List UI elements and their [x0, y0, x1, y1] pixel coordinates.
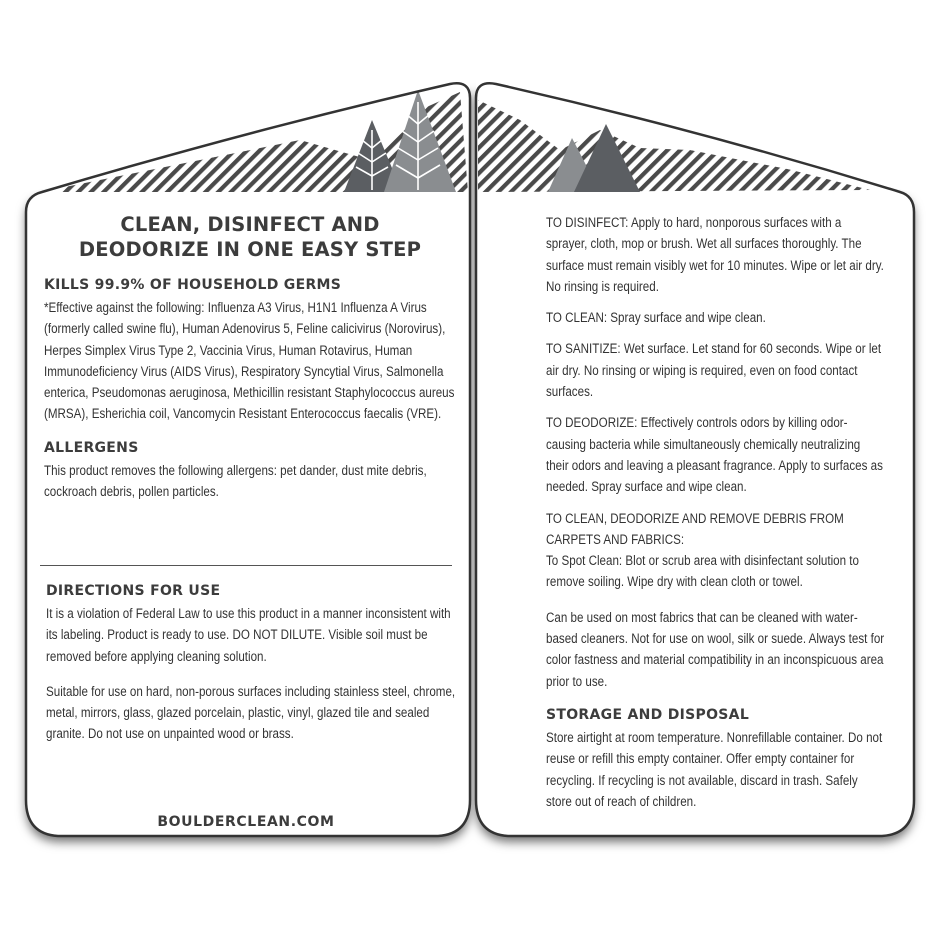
clean-text: TO CLEAN: Spray surface and wipe clean. [546, 310, 766, 326]
headline [44, 212, 456, 262]
section-divider [40, 565, 452, 566]
fabrics-text: Can be used on most fabrics that can be cleaned with water-based cleaners. Not for use on wool, silk or suede. Always test for color fastness and material compatibility in an inconspicuous area prior to use. [546, 609, 885, 689]
headline-line-2: DEODORIZE IN ONE EASY STEP [78, 238, 422, 261]
website-link[interactable]: BOULDERCLEAN.COM [157, 814, 335, 830]
storage-heading: STORAGE AND DISPOSAL [546, 706, 750, 723]
directions-text: It is a violation of Federal Law to use this product in a manner inconsistent with its labeling. Product is ready to use. DO NOT DILUTE. Visible soil must be removed before applying cleaning solution. [46, 606, 451, 664]
suitable-text: Suitable for use on hard, non-porous surfaces including stainless steel, chrome, metal, mirrors, glass, glazed porcelain, plastic, vinyl, glazed tile and sealed granite. Do not use on unpainted wood or brass. [46, 683, 456, 742]
allergens-heading: ALLERGENS [44, 439, 139, 456]
directions-heading: DIRECTIONS FOR USE [46, 583, 221, 599]
headline-line-1: CLEAN, DISINFECT AND [120, 213, 380, 236]
carpets-heading: TO CLEAN, DEODORIZE AND REMOVE DEBRIS FROM CARPETS AND FABRICS: [546, 510, 844, 547]
spot-clean-text: To Spot Clean: Blot or scrub area with disinfectant solution to remove soiling. Wipe dry with clean cloth or towel. [546, 553, 859, 590]
sanitize-text: TO SANITIZE: Wet surface. Let stand for 60 seconds. Wipe or let air dry. No rinsing or wiping is required, even on food contact surfaces. [546, 341, 882, 400]
left-panel [44, 212, 456, 502]
allergens-text: This product removes the following allergens: pet dander, dust mite debris, cockroach debris, pollen particles. [44, 462, 427, 500]
storage-text: Store airtight at room temperature. Nonrefillable container. Do not reuse or refill this empty container. Offer empty container for recycling. If recycling is not available, discard in trash. Safely store out of reach of children. [546, 729, 883, 809]
kills-heading: KILLS 99.9% OF HOUSEHOLD GERMS [44, 277, 342, 293]
right-panel [546, 212, 886, 812]
left-directions [46, 582, 458, 745]
deodorize-text: TO DEODORIZE: Effectively controls odors by killing odor-causing bacteria while simultaneously chemically neutralizing their odors and leaving a pleasant fragrance. Apply to surfaces as needed. Spray surface and wipe clean. [546, 415, 883, 495]
disinfect-text: TO DISINFECT: Apply to hard, nonporous surfaces with a sprayer, cloth, mop or brush. Wet all surfaces thoroughly. The surface must remain visibly wet for 10 minutes. Wipe or let air dry. No rinsing is required. [546, 215, 884, 294]
kills-text: *Effective against the following: Influenza A3 Virus, H1N1 Influenza A Virus (formerly called swine flu), Human Adenovirus 5, Feline calicivirus (Norovirus), Herpes Simplex Virus Type 2, Vaccinia Virus, Human Rotavirus, Human Immunodeficiency Virus (AIDS Virus), Respiratory Syncytial Virus, Salmonella enterica, Pseudomonas aeruginosa, Methicillin resistant Staphylococcus aureus (MRSA), Esherichia coil, Vancomycin Resistant Enterococcus faecalis (VRE). [44, 300, 455, 422]
